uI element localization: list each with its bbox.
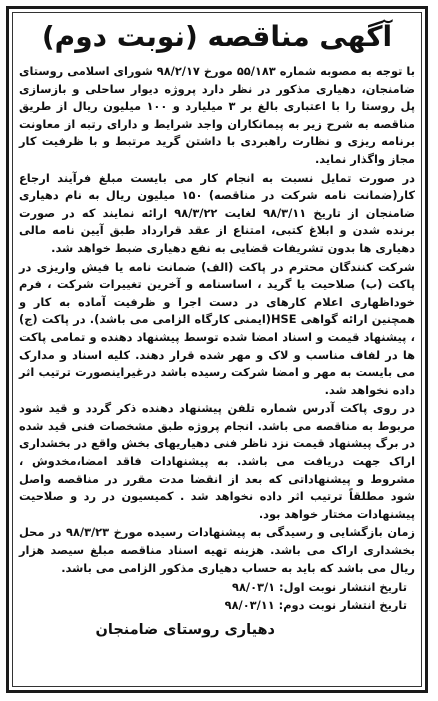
signature: دهیاری روستای ضامنجان [95,622,275,639]
publication-dates [19,579,407,614]
notice-paragraph-envelopes: شرکت کنندگان محترم در پاکت (الف) ضمانت نامه یا فیش واریزی در پاکت (ب) صلاحیت یا گرید ، اساسنامه و آخرین تغییرات شرکت ، فرم خوداظهاری اعلام کارهای در دست اجرا و ظرفیت آماده به کار و همچنین ارائه گواهی HSE(ایمنی کارگاه الزامی می باشد). در پاکت (ج) ، پیشنهاد قیمت و اسناد امضا شده توسط پیشنهاد دهنده و تمامی پاکت ها در لفاف مناسب و لاک و مهر شده قرار دهند. کلیه اسناد و مدارک می بایست به مهر و امضا شرکت رسیده باشد درغیراینصورت ترتیب اثر داده نخواهد شد. [19,259,415,397]
first-publication-date: تاریخ انتشار نوبت اول: ۹۸/۰۳/۱ [232,580,407,595]
second-publication-date: تاریخ انتشار نوبت دوم: ۹۸/۰۳/۱۱ [224,597,407,612]
notice-paragraph-conditions: در روی پاکت آدرس شماره تلفن پیشنهاد دهنده ذکر گردد و قید شود مربوط به مناقصه می باشد. انجام پروژه طبق مشخصات فنی قید شده در برگ پیشنهاد قیمت نزد ناظر فنی دهیاریهای بخش واقع در بخشداری اراک جهت دریافت می باشد. به پیشنهادات فاقد امضا،مخدوش ، مشروط و پیشنهاداتی که بعد از انقضا مدت مقرر در مناقصه واصل شود مطلقاً ترتیب اثر داده نخواهد شد . کمیسیون در رد و صلاحیت پیشنهادات مختار خواهد بود. [19,401,415,521]
notice-title: آگهی مناقصه (نوبت دوم) [41,20,393,53]
notice-paragraph-opening: زمان بازگشایی و رسیدگی به پیشنهادات رسیده مورخ ۹۸/۳/۲۳ در محل بخشداری اراک می باشد. هزینه تهیه اسناد مناقصه مبلغ سیصد هزار ریال می باشد که باید به حساب دهیاری مذکور الزامی می باشد. [19,525,415,575]
notice-paragraph-guarantee: در صورت تمایل نسبت به انجام کار می بایست مبلغ فرآیند ارجاع کار(ضمانت نامه شرکت در مناقصه) ۱۵۰ میلیون ریال به نام دهیاری ضامنجان از تاریخ ۹۸/۳/۱۱ لغایت ۹۸/۳/۲۲ ارائه نمایند که در صورت برنده شدن و ابلاغ کتبی، امتناع از عقد قرارداد طبق آیین نامه مالی دهیاری ها بدون تشریفات قضایی به نفع دهیاری ضبط خواهد شد. [19,170,415,255]
notice-paragraph-intro: با توجه به مصوبه شماره ۵۵/۱۸۳ مورخ ۹۸/۲/۱۷ شورای اسلامی روستای ضامنجان، دهیاری مذکور در نظر دارد پروژه دیوار ساحلی و بازسازی پل روستا را با اعتباری بالغ بر ۳ میلیارد و ۱۰۰ میلیون ریال از طریق مناقصه به شرح زیر به پیمانکاران واجد شرایط و دارای رتبه از معاونت برنامه ریزی و نظارت راهبردی با داشتن گرید مرتبط و با ظرفیت کار مجاز واگذار نماید. [19,64,415,166]
notice-frame [6,6,428,693]
